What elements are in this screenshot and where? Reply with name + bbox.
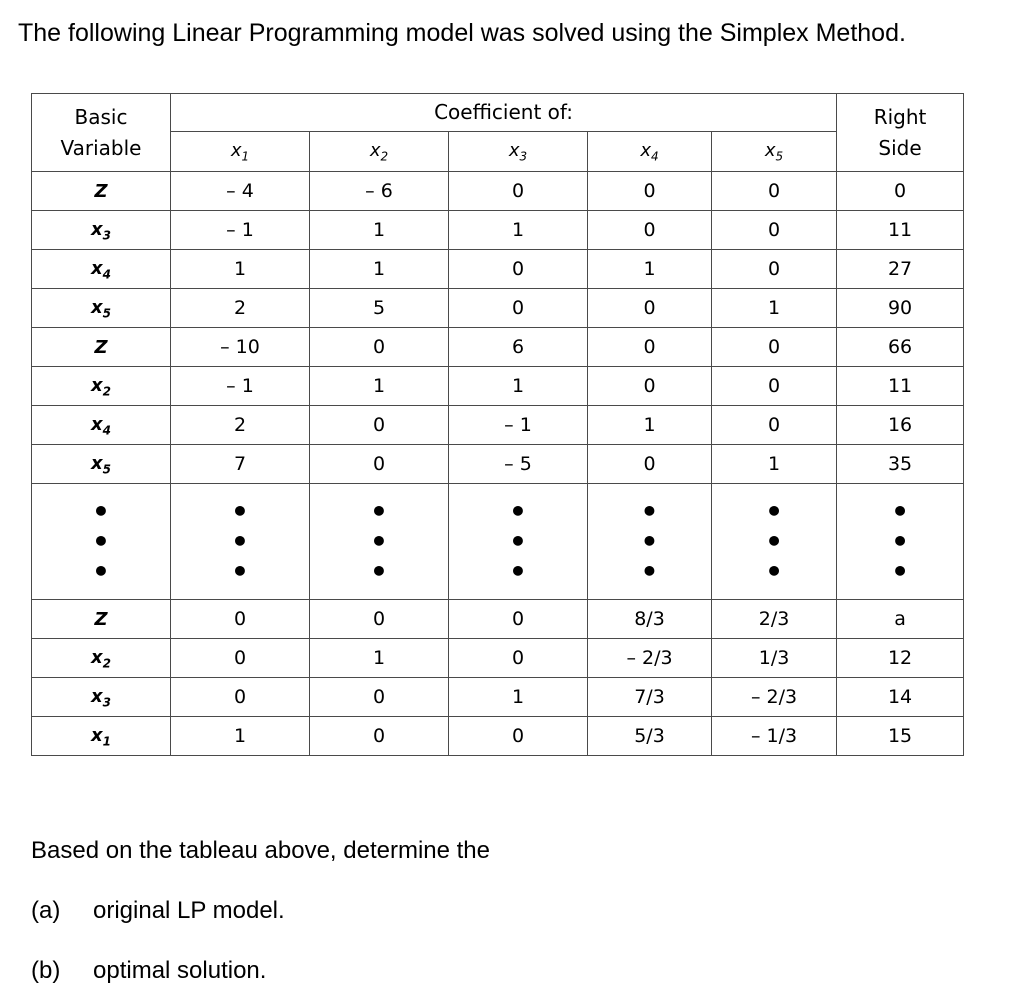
ellipsis-dot: • — [370, 494, 388, 528]
basic-variable-label: $x_5$ — [91, 296, 111, 321]
column-header-row — [32, 132, 964, 172]
coefficient-cell: 0 — [310, 445, 449, 484]
tableau-row — [32, 367, 964, 406]
coefficient-cell: 8/3 — [588, 600, 712, 639]
ellipsis-dot: • — [92, 494, 110, 528]
column-header-x4 — [588, 132, 712, 172]
basic-variable-label: $x_4$ — [91, 257, 111, 282]
basic-variable-cell — [32, 639, 171, 678]
coefficient-cell: 0 — [310, 678, 449, 717]
ellipsis-cell — [712, 484, 837, 600]
coefficient-cell: – 6 — [310, 172, 449, 211]
coefficient-header: Coefficient of: — [171, 94, 837, 132]
basic-variable-cell — [32, 678, 171, 717]
tableau-row — [32, 678, 964, 717]
column-variable-label: $x_1$ — [230, 140, 250, 164]
tableau-row — [32, 639, 964, 678]
coefficient-cell: 1/3 — [712, 639, 837, 678]
ellipsis-dot: • — [640, 554, 659, 588]
ellipsis-dot: • — [891, 494, 909, 528]
question-item-b — [31, 956, 266, 986]
coefficient-cell: 7 — [171, 445, 310, 484]
basic-variable-label: Z — [94, 181, 108, 202]
ellipsis-cell — [171, 484, 310, 600]
right-header-line: Side — [878, 135, 922, 160]
basic-variable-cell — [32, 211, 171, 250]
coefficient-cell: 1 — [310, 639, 449, 678]
column-variable-label: $x_5$ — [764, 140, 784, 164]
coefficient-cell: 2 — [171, 406, 310, 445]
ellipsis-cell — [310, 484, 449, 600]
rhs-cell: 35 — [837, 445, 964, 484]
question-item-text: optimal solution. — [93, 957, 267, 984]
coefficient-cell: 0 — [712, 367, 837, 406]
ellipsis-dot: • — [509, 524, 527, 558]
rhs-cell: 0 — [837, 172, 964, 211]
coefficient-cell: – 1/3 — [712, 717, 837, 756]
coefficient-cell: 1 — [310, 250, 449, 289]
ellipsis-dot: • — [640, 524, 659, 558]
coefficient-cell: 0 — [310, 328, 449, 367]
question-item-tag: (a) — [31, 897, 61, 924]
ellipsis-dot: • — [891, 554, 909, 588]
ellipsis-dot: • — [231, 494, 249, 528]
coefficient-cell: 1 — [449, 367, 588, 406]
ellipsis-row — [32, 484, 964, 600]
coefficient-cell: 0 — [449, 250, 588, 289]
ellipsis-dot: • — [231, 554, 249, 588]
coefficient-cell: 0 — [588, 211, 712, 250]
coefficient-cell: 6 — [449, 328, 588, 367]
coefficient-cell: 0 — [588, 367, 712, 406]
rhs-cell: a — [837, 600, 964, 639]
basic-variable-cell — [32, 328, 171, 367]
coefficient-cell: 1 — [171, 250, 310, 289]
rhs-cell: 11 — [837, 211, 964, 250]
ellipsis-cell — [588, 484, 712, 600]
coefficient-cell: 0 — [712, 172, 837, 211]
coefficient-cell: 1 — [449, 678, 588, 717]
rhs-cell: 66 — [837, 328, 964, 367]
coefficient-cell: 0 — [588, 328, 712, 367]
coefficient-cell: – 1 — [449, 406, 588, 445]
ellipsis-dot: • — [370, 524, 388, 558]
ellipsis-dot: • — [765, 524, 783, 558]
coefficient-cell: – 1 — [171, 211, 310, 250]
tableau-row — [32, 250, 964, 289]
intro-text: The following Linear Programming model was solved using the Simplex Method. — [18, 19, 906, 47]
tableau-body — [32, 172, 964, 756]
right-header-line: Right — [873, 104, 927, 129]
coefficient-cell: 0 — [712, 328, 837, 367]
coefficient-cell: 0 — [712, 211, 837, 250]
ellipsis-cell — [449, 484, 588, 600]
coefficient-cell: 5/3 — [588, 717, 712, 756]
coefficient-cell: 0 — [449, 172, 588, 211]
coefficient-cell: 0 — [449, 717, 588, 756]
rhs-cell: 90 — [837, 289, 964, 328]
question-prompt: Based on the tableau above, determine the — [31, 837, 490, 864]
ellipsis-dot: • — [509, 494, 527, 528]
column-header-x5 — [712, 132, 837, 172]
basic-variable-cell — [32, 445, 171, 484]
tableau-row — [32, 717, 964, 756]
basic-variable-cell — [32, 250, 171, 289]
right-side-header — [837, 94, 964, 172]
rhs-cell: 27 — [837, 250, 964, 289]
coefficient-cell: – 5 — [449, 445, 588, 484]
coefficient-cell: 0 — [712, 250, 837, 289]
column-header-x2 — [310, 132, 449, 172]
rhs-cell: 14 — [837, 678, 964, 717]
coefficient-cell: 0 — [310, 717, 449, 756]
tableau-row — [32, 445, 964, 484]
ellipsis-cell — [32, 484, 171, 600]
basic-variable-header — [32, 94, 171, 172]
ellipsis-dot: • — [640, 494, 659, 528]
coefficient-cell: 7/3 — [588, 678, 712, 717]
basic-variable-cell — [32, 717, 171, 756]
basic-variable-cell — [32, 367, 171, 406]
basic-variable-label: $x_4$ — [91, 413, 111, 438]
ellipsis-dot: • — [92, 554, 110, 588]
coefficient-cell: 5 — [310, 289, 449, 328]
coefficient-cell: 1 — [712, 445, 837, 484]
question-item-a — [31, 896, 285, 926]
column-variable-label: $x_4$ — [640, 140, 659, 164]
coefficient-cell: 0 — [171, 678, 310, 717]
basic-variable-label: $x_2$ — [91, 374, 111, 399]
rhs-cell: 15 — [837, 717, 964, 756]
coefficient-cell: 1 — [588, 406, 712, 445]
ellipsis-cell — [837, 484, 964, 600]
basic-variable-label: $x_3$ — [91, 685, 111, 710]
coefficient-cell: 0 — [171, 600, 310, 639]
ellipsis-dot: • — [370, 554, 388, 588]
coefficient-cell: 0 — [310, 600, 449, 639]
coefficient-cell: 2 — [171, 289, 310, 328]
coefficient-cell: – 10 — [171, 328, 310, 367]
coefficient-cell: – 2/3 — [588, 639, 712, 678]
question-item-text: original LP model. — [93, 897, 285, 924]
coefficient-cell: 1 — [310, 211, 449, 250]
column-header-x3 — [449, 132, 588, 172]
basic-header-line: Variable — [60, 135, 142, 160]
tableau-row — [32, 289, 964, 328]
coefficient-cell: 0 — [171, 639, 310, 678]
basic-variable-cell — [32, 172, 171, 211]
coefficient-cell: 0 — [588, 289, 712, 328]
basic-variable-cell — [32, 289, 171, 328]
column-variable-label: $x_2$ — [369, 140, 389, 164]
coefficient-cell: 0 — [449, 289, 588, 328]
rhs-cell: 16 — [837, 406, 964, 445]
ellipsis-dot: • — [231, 524, 249, 558]
tableau-row — [32, 600, 964, 639]
coefficient-cell: – 1 — [171, 367, 310, 406]
basic-variable-label: $x_5$ — [91, 452, 111, 477]
basic-variable-label: Z — [94, 337, 108, 358]
basic-variable-cell — [32, 600, 171, 639]
coefficient-cell: 2/3 — [712, 600, 837, 639]
coefficient-cell: 0 — [310, 406, 449, 445]
ellipsis-dot: • — [509, 554, 527, 588]
coefficient-cell: – 4 — [171, 172, 310, 211]
coefficient-cell: 0 — [712, 406, 837, 445]
rhs-cell: 12 — [837, 639, 964, 678]
coefficient-cell: 1 — [310, 367, 449, 406]
tableau-row — [32, 406, 964, 445]
basic-variable-label: $x_2$ — [91, 646, 111, 671]
basic-variable-label: $x_1$ — [91, 724, 111, 749]
ellipsis-dot: • — [92, 524, 110, 558]
coefficient-cell: 1 — [449, 211, 588, 250]
tableau-row — [32, 328, 964, 367]
rhs-cell: 11 — [837, 367, 964, 406]
tableau-row — [32, 172, 964, 211]
coefficient-cell: 0 — [588, 172, 712, 211]
coefficient-cell: – 2/3 — [712, 678, 837, 717]
basic-variable-label: Z — [94, 609, 108, 630]
coefficient-cell: 0 — [588, 445, 712, 484]
question-item-tag: (b) — [31, 957, 61, 984]
basic-variable-label: $x_3$ — [91, 218, 111, 243]
column-variable-label: $x_3$ — [508, 140, 528, 164]
ellipsis-dot: • — [765, 494, 783, 528]
coefficient-cell: 1 — [171, 717, 310, 756]
coefficient-cell: 1 — [712, 289, 837, 328]
basic-variable-cell — [32, 406, 171, 445]
ellipsis-dot: • — [765, 554, 783, 588]
simplex-tableau — [31, 93, 964, 756]
coefficient-cell: 1 — [588, 250, 712, 289]
ellipsis-dot: • — [891, 524, 909, 558]
coefficient-cell: 0 — [449, 600, 588, 639]
tableau-row — [32, 211, 964, 250]
column-header-x1 — [171, 132, 310, 172]
basic-header-line: Basic — [74, 104, 128, 129]
coefficient-cell: 0 — [449, 639, 588, 678]
